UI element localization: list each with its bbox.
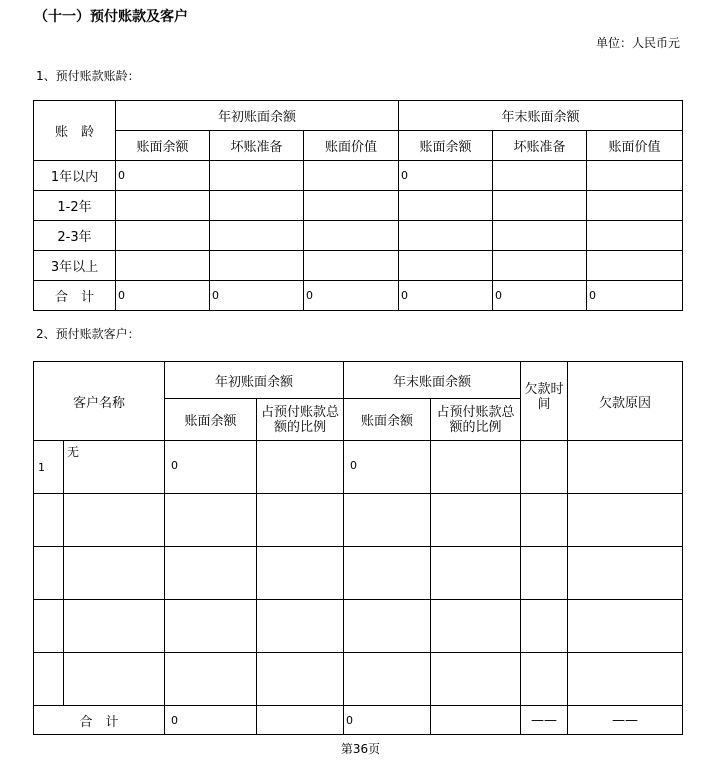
cell-value — [493, 221, 587, 251]
cell-value — [431, 706, 521, 735]
cell-value: 0 — [399, 281, 493, 311]
cell-value — [587, 161, 683, 191]
cell-value — [399, 191, 493, 221]
group-header-opening: 年初账面余额 — [165, 362, 344, 399]
cell-value — [587, 251, 683, 281]
page-number: 第36页 — [340, 742, 381, 756]
column-header: 占预付账款总额的比例 — [431, 399, 521, 441]
cell-value: 0 — [165, 706, 257, 735]
cell-value — [116, 221, 210, 251]
cell-value: 0 — [399, 161, 493, 191]
row-header-aging: 账 龄 — [34, 101, 116, 161]
row-label: 2-3年 — [34, 221, 116, 251]
row-label: 合 计 — [34, 281, 116, 311]
row-label: 合 计 — [34, 706, 165, 735]
cell-value — [210, 161, 304, 191]
column-header-customer: 客户名称 — [34, 362, 165, 441]
cell-value — [587, 191, 683, 221]
cell-value: 0 — [210, 281, 304, 311]
group-header-closing: 年末账面余额 — [399, 101, 683, 131]
cell-value — [210, 191, 304, 221]
cell-value: 0 — [350, 459, 358, 472]
group-header-opening: 年初账面余额 — [116, 101, 399, 131]
cell-value — [304, 191, 399, 221]
column-header-time: 欠款时间 — [521, 362, 568, 441]
cell-value: 0 — [344, 706, 431, 735]
cell-value: 0 — [116, 161, 210, 191]
cell-value — [210, 221, 304, 251]
cell-value — [116, 191, 210, 221]
column-header: 坏账准备 — [493, 131, 587, 161]
cell-value — [304, 221, 399, 251]
cell-value — [399, 221, 493, 251]
cell-value: —— — [521, 706, 568, 735]
column-header: 坏账准备 — [210, 131, 304, 161]
cell-value: 0 — [116, 281, 210, 311]
column-header: 账面价值 — [304, 131, 399, 161]
cell-value — [399, 251, 493, 281]
cell-value — [493, 251, 587, 281]
row-label: 1-2年 — [34, 191, 116, 221]
column-header: 占预付账款总额的比例 — [257, 399, 344, 441]
table-row — [34, 251, 683, 281]
customers-table — [33, 361, 683, 735]
table-row — [34, 494, 683, 547]
table-row — [34, 221, 683, 251]
unit-label: 单位：人民币元 — [596, 36, 681, 50]
cell-value — [116, 251, 210, 281]
cell-value — [304, 161, 399, 191]
cell-value: —— — [568, 706, 683, 735]
cell-value — [493, 161, 587, 191]
cell-value — [210, 251, 304, 281]
section-title-aging: 1、预付账款账龄： — [36, 69, 140, 83]
customer-name: 无 — [67, 445, 80, 459]
cell-value — [304, 251, 399, 281]
table-row — [34, 191, 683, 221]
cell-value — [257, 706, 344, 735]
cell-value: 0 — [171, 459, 179, 472]
column-header: 账面余额 — [116, 131, 210, 161]
cell-value — [493, 191, 587, 221]
table-row — [34, 653, 683, 706]
row-label: 1年以内 — [34, 161, 116, 191]
column-header-reason: 欠款原因 — [568, 362, 683, 441]
cell-value — [587, 221, 683, 251]
table-row — [34, 547, 683, 600]
page-title: （十一）预付账款及客户 — [34, 9, 188, 25]
column-header: 账面价值 — [587, 131, 683, 161]
table-row — [34, 600, 683, 653]
cell-value: 0 — [304, 281, 399, 311]
column-header: 账面余额 — [344, 399, 431, 441]
table-row — [34, 161, 683, 191]
row-index: 1 — [38, 461, 45, 474]
cell-value: 0 — [587, 281, 683, 311]
group-header-closing: 年末账面余额 — [344, 362, 521, 399]
column-header: 账面余额 — [399, 131, 493, 161]
row-label: 3年以上 — [34, 251, 116, 281]
table-total-row — [34, 281, 683, 311]
column-header: 账面余额 — [165, 399, 257, 441]
section-title-customers: 2、预付账款客户： — [36, 327, 140, 341]
table-total-row — [34, 706, 683, 735]
cell-value: 0 — [493, 281, 587, 311]
table-row — [34, 441, 683, 494]
aging-table — [33, 100, 683, 311]
